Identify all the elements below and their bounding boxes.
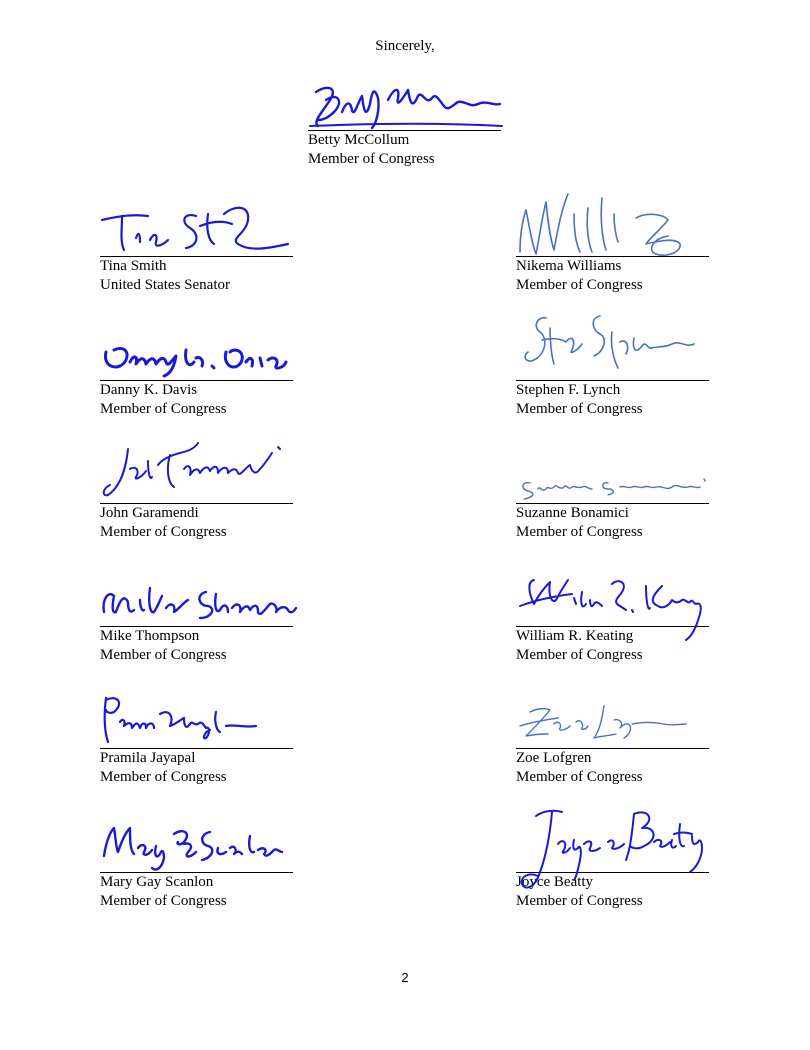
signer-title: Member of Congress — [308, 151, 435, 167]
signer-title: Member of Congress — [516, 647, 643, 663]
signature-block — [516, 556, 711, 665]
signature-block — [100, 186, 295, 295]
signature-block — [100, 556, 295, 665]
signer-name: Suzanne Bonamici — [516, 505, 629, 521]
signature-block — [516, 433, 711, 542]
signer-title: Member of Congress — [516, 277, 643, 293]
signature-image — [100, 802, 295, 872]
page-number: 2 — [401, 970, 409, 985]
signature-block — [100, 678, 295, 787]
signer-name: Joyce Beatty — [516, 874, 594, 890]
signer-name: John Garamendi — [100, 505, 199, 521]
signer-name: Tina Smith — [100, 258, 167, 274]
signature-image — [100, 186, 295, 256]
signature-block — [100, 310, 295, 419]
closing-salutation: Sincerely, — [375, 38, 435, 54]
signature-image — [516, 556, 711, 626]
signer-title: Member of Congress — [516, 769, 643, 785]
signer-title: Member of Congress — [100, 769, 227, 785]
signature-block — [516, 678, 711, 787]
signer-name: Betty McCollum — [308, 132, 410, 148]
signer-name: Pramila Jayapal — [100, 750, 196, 766]
signature-image — [100, 433, 295, 503]
signer-name: William R. Keating — [516, 628, 634, 644]
signature-image — [100, 556, 295, 626]
signature-image — [516, 678, 711, 748]
signature-image — [516, 310, 711, 380]
signature-image — [516, 186, 711, 256]
signer-name: Mike Thompson — [100, 628, 200, 644]
signature-block — [516, 186, 711, 295]
signer-title: Member of Congress — [516, 401, 643, 417]
signer-name: Zoe Lofgren — [516, 750, 592, 766]
signer-title: Member of Congress — [516, 893, 643, 909]
signature-image — [516, 802, 711, 872]
signature-block — [100, 802, 295, 911]
signer-title: Member of Congress — [516, 524, 643, 540]
signer-title: Member of Congress — [100, 647, 227, 663]
signature-image — [100, 310, 295, 380]
signature-block — [516, 802, 711, 911]
signer-name: Mary Gay Scanlon — [100, 874, 214, 890]
signer-title: Member of Congress — [100, 401, 227, 417]
signature-image — [516, 433, 711, 503]
signature-block — [516, 310, 711, 419]
signer-name: Danny K. Davis — [100, 382, 198, 398]
signer-title: Member of Congress — [100, 893, 227, 909]
signature-image — [308, 62, 503, 130]
signer-title: United States Senator — [100, 277, 230, 293]
signer-name: Stephen F. Lynch — [516, 382, 621, 398]
signer-title: Member of Congress — [100, 524, 227, 540]
signature-block-lead — [308, 62, 503, 169]
signature-block — [100, 433, 295, 542]
signature-image — [100, 678, 295, 748]
signer-name: Nikema Williams — [516, 258, 622, 274]
